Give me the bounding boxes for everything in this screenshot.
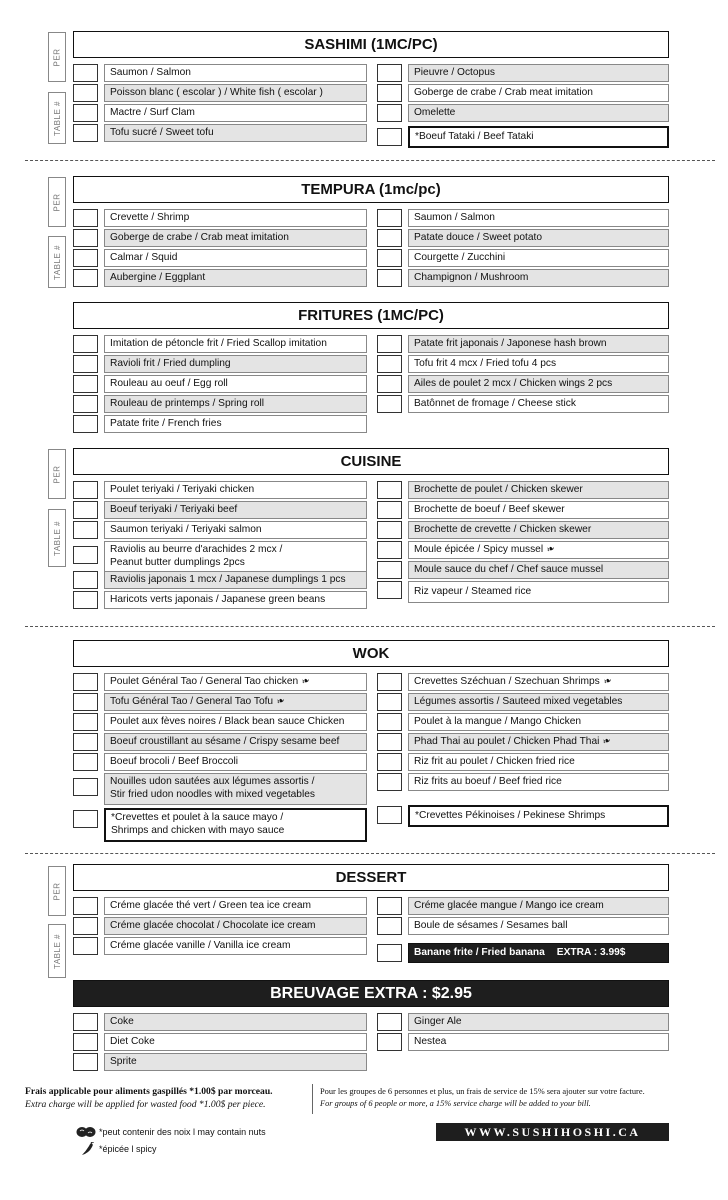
spicy-chili-icon: ❧ (601, 674, 614, 689)
order-checkbox[interactable] (377, 713, 402, 731)
menu-item: Brochette de crevette / Chicken skewer (408, 521, 669, 539)
menu-item: Créme glacée mangue / Mango ice cream (408, 897, 669, 915)
order-checkbox[interactable] (73, 778, 98, 796)
section-divider (25, 853, 715, 854)
menu-item: Poulet teriyaki / Teriyaki chicken (104, 481, 367, 499)
table-number-label: TABLE # (48, 236, 66, 288)
menu-item: Crevettes Széchuan / Szechuan Shrimps ❧ (408, 673, 669, 691)
menu-item: Poulet aux fèves noires / Black bean sauce Chicken (104, 713, 367, 731)
menu-item: Ginger Ale (408, 1013, 669, 1031)
menu-item: Brochette de boeuf / Beef skewer (408, 501, 669, 519)
order-checkbox[interactable] (377, 753, 402, 771)
spicy-legend: *épicée l spicy (80, 1142, 157, 1156)
order-checkbox[interactable] (73, 810, 98, 828)
menu-item: Ailes de poulet 2 mcx / Chicken wings 2 pcs (408, 375, 669, 393)
order-checkbox[interactable] (73, 104, 98, 122)
order-checkbox[interactable] (377, 84, 402, 102)
dessert-header: DESSERT (73, 864, 669, 891)
menu-item-featured: *Crevettes et poulet à la sauce mayo / Shrimps and chicken with mayo sauce (104, 808, 367, 842)
order-checkbox[interactable] (377, 581, 402, 599)
menu-item: Créme glacée vanille / Vanilla ice cream (104, 937, 367, 955)
order-checkbox[interactable] (377, 1013, 402, 1031)
order-checkbox[interactable] (377, 209, 402, 227)
order-checkbox[interactable] (377, 375, 402, 393)
spicy-chili-icon: ❧ (275, 694, 287, 709)
order-checkbox[interactable] (73, 84, 98, 102)
order-checkbox[interactable] (73, 753, 98, 771)
order-checkbox[interactable] (377, 229, 402, 247)
menu-item-extra: Banane frite / Fried banana EXTRA : 3.99$ (408, 943, 669, 963)
order-checkbox[interactable] (73, 917, 98, 935)
menu-item: Imitation de pétoncle frit / Fried Scallop imitation (104, 335, 367, 353)
order-checkbox[interactable] (73, 375, 98, 393)
order-checkbox[interactable] (73, 249, 98, 267)
menu-item: Boeuf brocoli / Beef Broccoli (104, 753, 367, 771)
menu-item: Riz frits au boeuf / Beef fried rice (408, 773, 669, 791)
menu-item: Crevette / Shrimp (104, 209, 367, 227)
menu-item: Raviolis japonais 1 mcx / Japanese dumplings 1 pcs (104, 571, 367, 589)
order-checkbox[interactable] (73, 269, 98, 287)
spicy-chili-icon: ❧ (300, 674, 313, 689)
menu-item: Champignon / Mushroom (408, 269, 669, 287)
order-checkbox[interactable] (377, 917, 402, 935)
menu-item: Riz vapeur / Steamed rice (408, 581, 669, 603)
menu-item: Tofu Général Tao / General Tao Tofu ❧ (104, 693, 367, 711)
order-checkbox[interactable] (73, 937, 98, 955)
menu-item: Mactre / Surf Clam (104, 104, 367, 122)
order-checkbox[interactable] (377, 733, 402, 751)
menu-item: Créme glacée thé vert / Green tea ice cream (104, 897, 367, 915)
menu-item: Raviolis au beurre d'arachides 2 mcx / Peanut butter dumplings 2pcs (104, 541, 367, 573)
order-checkbox[interactable] (377, 249, 402, 267)
order-checkbox[interactable] (377, 773, 402, 791)
order-checkbox[interactable] (377, 1033, 402, 1051)
peanut-icon (76, 1125, 96, 1139)
menu-item: Poulet à la mangue / Mango Chicken (408, 713, 669, 731)
menu-item: Moule sauce du chef / Chef sauce mussel (408, 561, 669, 579)
menu-item: Patate douce / Sweet potato (408, 229, 669, 247)
order-checkbox[interactable] (73, 501, 98, 519)
menu-item: Aubergine / Eggplant (104, 269, 367, 287)
order-checkbox[interactable] (73, 733, 98, 751)
table-number-label: TABLE # (48, 509, 66, 567)
fritures-header: FRITURES (1MC/PC) (73, 302, 669, 329)
menu-item: Omelette (408, 104, 669, 122)
menu-item: Saumon teriyaki / Teriyaki salmon (104, 521, 367, 539)
menu-item: Riz frit au poulet / Chicken fried rice (408, 753, 669, 771)
order-checkbox[interactable] (73, 1033, 98, 1051)
order-checkbox[interactable] (377, 355, 402, 373)
menu-item: Patate frite / French fries (104, 415, 367, 433)
menu-item: Brochette de poulet / Chicken skewer (408, 481, 669, 499)
menu-item-featured: *Boeuf Tataki / Beef Tataki (408, 126, 669, 148)
order-checkbox[interactable] (377, 673, 402, 691)
spicy-chili-icon: ❧ (545, 542, 557, 557)
order-checkbox[interactable] (73, 335, 98, 353)
menu-item: Goberge de crabe / Crab meat imitation (408, 84, 669, 102)
tempura-header: TEMPURA (1mc/pc) (73, 176, 669, 203)
menu-item: Batônnet de fromage / Cheese stick (408, 395, 669, 413)
spicy-chili-icon: ❧ (601, 734, 614, 749)
chili-icon (80, 1142, 96, 1156)
order-checkbox[interactable] (377, 806, 402, 824)
menu-item: Ravioli frit / Fried dumpling (104, 355, 367, 373)
order-checkbox[interactable] (377, 335, 402, 353)
per-label: PER (48, 449, 66, 499)
order-checkbox[interactable] (377, 481, 402, 499)
order-checkbox[interactable] (377, 693, 402, 711)
menu-item: Nestea (408, 1033, 669, 1051)
menu-item: Sprite (104, 1053, 367, 1071)
order-checkbox[interactable] (377, 104, 402, 122)
order-checkbox[interactable] (73, 521, 98, 539)
menu-item: Moule épicée / Spicy mussel ❧ (408, 541, 669, 559)
menu-item: Boeuf croustillant au sésame / Crispy sesame beef (104, 733, 367, 751)
order-checkbox[interactable] (377, 64, 402, 82)
order-checkbox[interactable] (377, 944, 402, 962)
menu-item: Rouleau de printemps / Spring roll (104, 395, 367, 413)
order-checkbox[interactable] (73, 124, 98, 142)
menu-item: Saumon / Salmon (408, 209, 669, 227)
website-banner[interactable]: WWW.SUSHIHOSHI.CA (436, 1123, 669, 1141)
order-checkbox[interactable] (73, 713, 98, 731)
order-checkbox[interactable] (73, 64, 98, 82)
table-number-label: TABLE # (48, 924, 66, 978)
menu-item: Diet Coke (104, 1033, 367, 1051)
breuvage-header: BREUVAGE EXTRA : $2.95 (73, 980, 669, 1007)
section-divider (25, 160, 715, 161)
footer-divider (312, 1084, 313, 1114)
order-checkbox[interactable] (73, 571, 98, 589)
menu-item: Haricots verts japonais / Japanese green beans (104, 591, 367, 609)
order-checkbox[interactable] (73, 673, 98, 691)
nuts-legend: *peut contenir des noix l may contain nuts (76, 1125, 266, 1139)
waste-charge-note: Frais applicable pour aliments gaspillés *1.00$ par morceau. Extra charge will be applied for wasted food *1.00$ per piece. (25, 1086, 273, 1110)
menu-item: Patate frit japonais / Japonese hash brown (408, 335, 669, 353)
order-checkbox[interactable] (73, 355, 98, 373)
order-checkbox[interactable] (377, 128, 402, 146)
order-checkbox[interactable] (377, 897, 402, 915)
menu-item-featured: *Crevettes Pékinoises / Pekinese Shrimps (408, 805, 669, 827)
menu-item: Tofu frit 4 mcx / Fried tofu 4 pcs (408, 355, 669, 373)
sashimi-header: SASHIMI (1MC/PC) (73, 31, 669, 58)
order-checkbox[interactable] (73, 1053, 98, 1071)
menu-item: Créme glacée chocolat / Chocolate ice cream (104, 917, 367, 935)
order-checkbox[interactable] (377, 561, 402, 579)
menu-item: Saumon / Salmon (104, 64, 367, 82)
menu-item: Poulet Général Tao / General Tao chicken ❧ (104, 673, 367, 691)
menu-item: Poisson blanc ( escolar ) / White fish ( escolar ) (104, 84, 367, 102)
order-checkbox[interactable] (73, 481, 98, 499)
menu-item: Calmar / Squid (104, 249, 367, 267)
per-label: PER (48, 32, 66, 82)
per-label: PER (48, 177, 66, 227)
order-checkbox[interactable] (73, 693, 98, 711)
table-number-label: TABLE # (48, 92, 66, 144)
order-checkbox[interactable] (73, 546, 98, 564)
order-checkbox[interactable] (377, 501, 402, 519)
menu-item: Boule de sésames / Sesames ball (408, 917, 669, 935)
order-checkbox[interactable] (377, 269, 402, 287)
order-checkbox[interactable] (73, 395, 98, 413)
order-checkbox[interactable] (377, 541, 402, 559)
menu-item: Coke (104, 1013, 367, 1031)
menu-item: Goberge de crabe / Crab meat imitation (104, 229, 367, 247)
order-checkbox[interactable] (73, 229, 98, 247)
cuisine-header: CUISINE (73, 448, 669, 475)
order-checkbox[interactable] (73, 1013, 98, 1031)
order-checkbox[interactable] (73, 415, 98, 433)
menu-item: Tofu sucré / Sweet tofu (104, 124, 367, 142)
order-checkbox[interactable] (377, 395, 402, 413)
order-checkbox[interactable] (73, 897, 98, 915)
menu-item: Pieuvre / Octopus (408, 64, 669, 82)
per-label: PER (48, 866, 66, 916)
menu-item: Phad Thai au poulet / Chicken Phad Thai ❧ (408, 733, 669, 751)
menu-item: Boeuf teriyaki / Teriyaki beef (104, 501, 367, 519)
order-checkbox[interactable] (73, 591, 98, 609)
section-divider (25, 626, 715, 627)
order-checkbox[interactable] (73, 209, 98, 227)
menu-item: Rouleau au oeuf / Egg roll (104, 375, 367, 393)
wok-header: WOK (73, 640, 669, 667)
order-checkbox[interactable] (377, 521, 402, 539)
menu-item: Légumes assortis / Sauteed mixed vegetables (408, 693, 669, 711)
group-service-note: Pour les groupes de 6 personnes et plus, un frais de service de 15% sera ajouter sur votre facture. For groups of 6 people or more, a 15% service charge will be added to your bill. (320, 1087, 645, 1108)
menu-item: Nouilles udon sautées aux légumes assortis / Stir fried udon noodles with mixed vegetables (104, 773, 367, 805)
menu-item: Courgette / Zucchini (408, 249, 669, 267)
